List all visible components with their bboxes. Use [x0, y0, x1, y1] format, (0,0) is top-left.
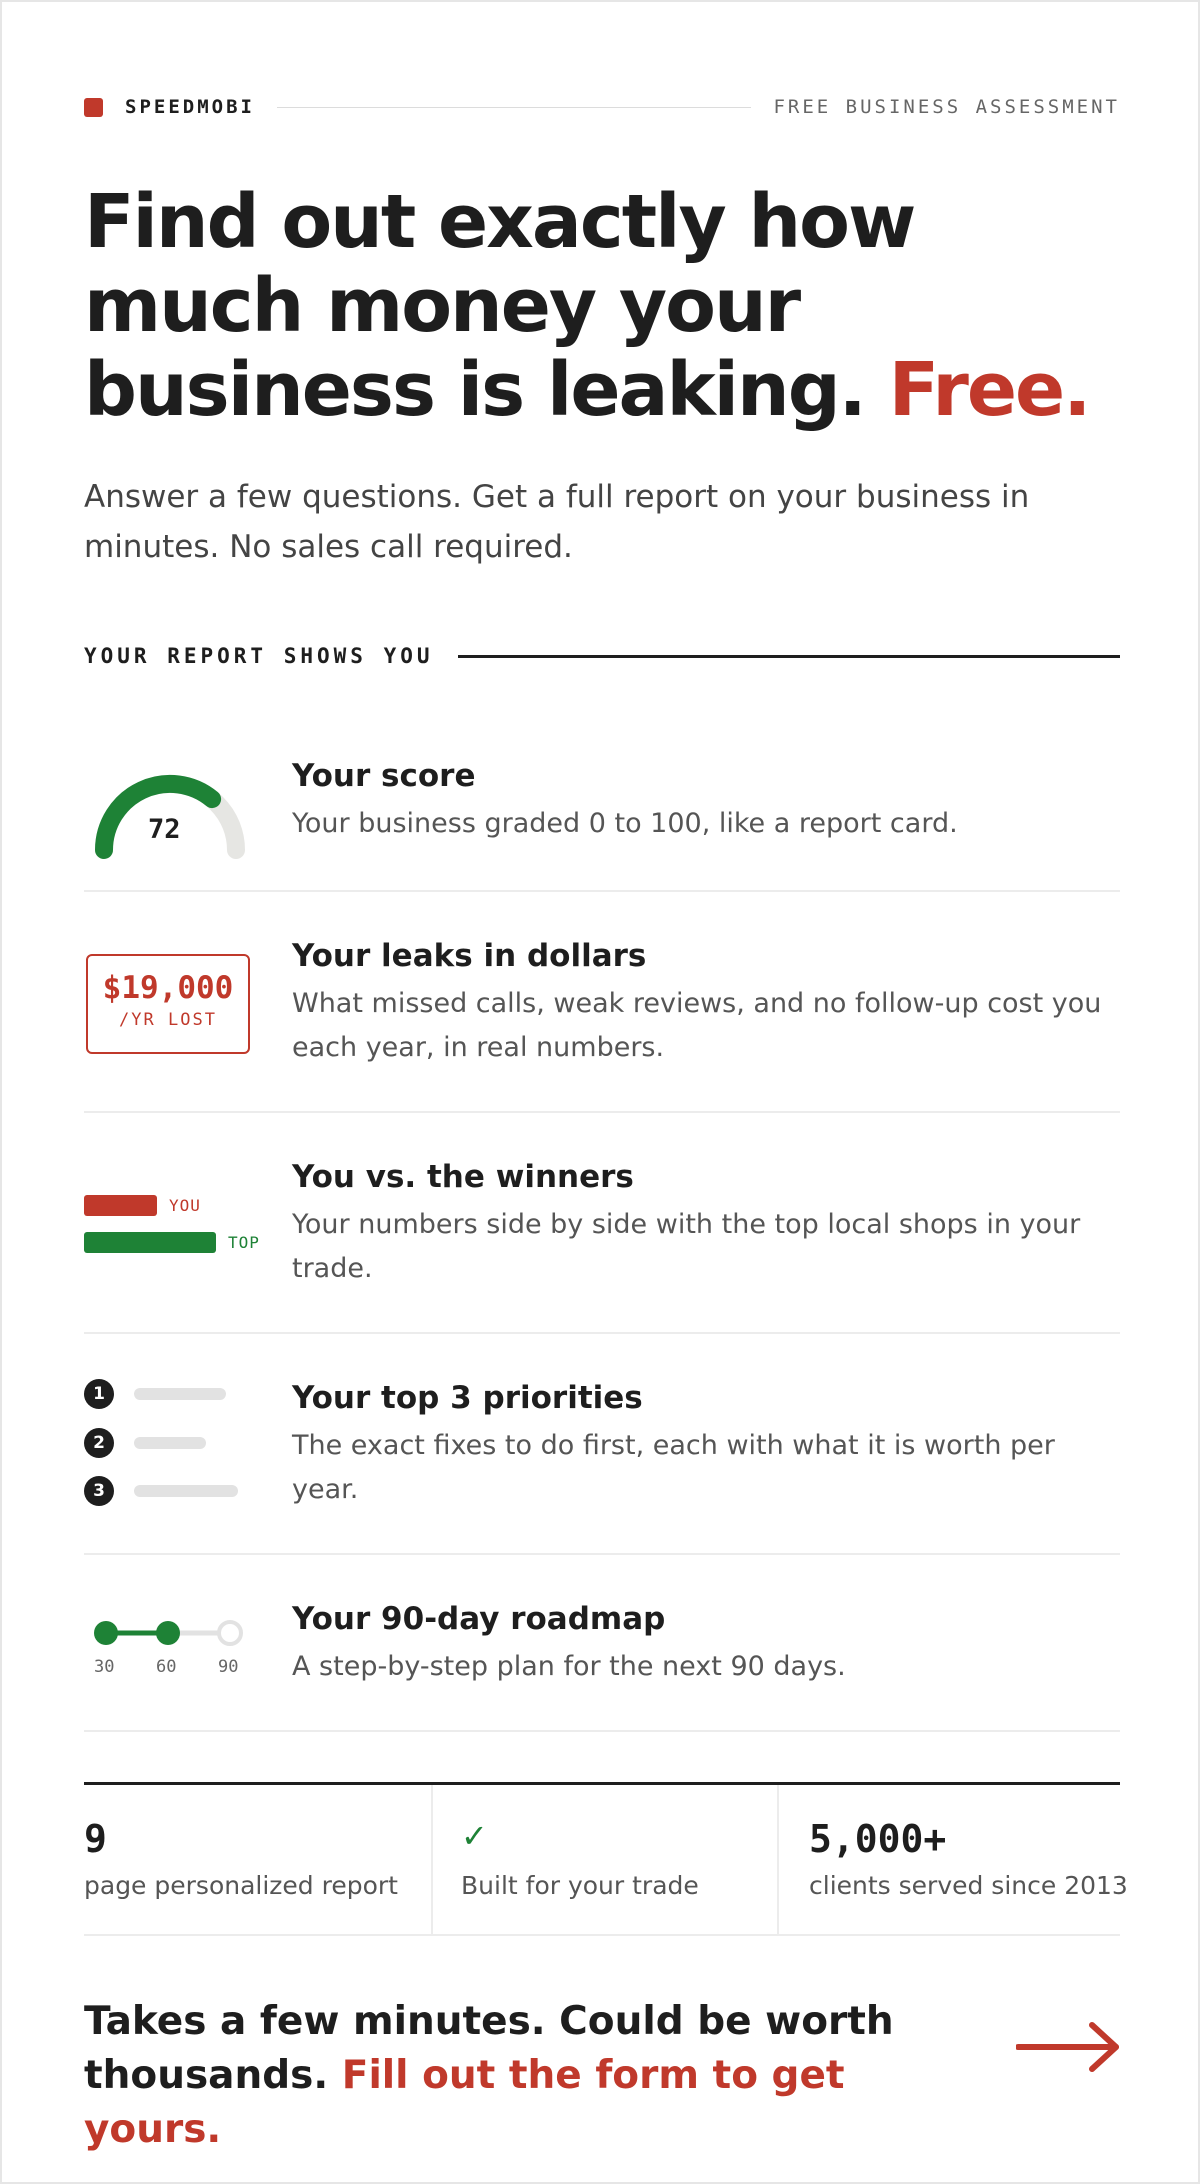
- money-sub: /YR LOST: [119, 1010, 217, 1030]
- feature-text: [292, 1599, 1122, 1689]
- section-rule: [458, 655, 1120, 658]
- money-badge: [84, 954, 264, 1054]
- priority-number: 1: [84, 1379, 114, 1409]
- arrow-right-icon[interactable]: [1016, 2022, 1122, 2072]
- feature-title: Your score: [292, 758, 476, 794]
- money-value: $19,000: [102, 970, 234, 1006]
- priority-placeholder-line: [134, 1437, 206, 1449]
- feature-text: [292, 1157, 1122, 1291]
- feature-title: Your 90-day roadmap: [292, 1601, 666, 1637]
- assessment-tag: FREE BUSINESS ASSESSMENT: [773, 96, 1120, 118]
- stats-strip: [84, 1782, 1128, 1936]
- feature-text: [292, 756, 1122, 846]
- header-divider: [277, 107, 752, 108]
- money-box: [86, 954, 250, 1054]
- cta-main: Takes a few minutes. Could be worth thousands.: [84, 1999, 894, 2098]
- stat-trade: [431, 1785, 777, 1936]
- feature-text: [292, 936, 1122, 1070]
- feature-roadmap: [84, 1555, 1120, 1732]
- priority-row: [84, 1428, 206, 1458]
- cta-text: [84, 1995, 984, 2157]
- brand-name: SPEEDMOBI: [125, 96, 255, 118]
- feature-title: Your top 3 priorities: [292, 1380, 643, 1416]
- feature-title: You vs. the winners: [292, 1159, 634, 1195]
- priority-list: [84, 1379, 264, 1509]
- stat-label: clients served since 2013: [809, 1871, 1128, 1900]
- stat-clients: [777, 1785, 1128, 1936]
- gauge-value: 72: [148, 814, 181, 845]
- milestone-dot: [219, 1622, 241, 1644]
- feature-text: [292, 1378, 1122, 1512]
- feature-title: Your leaks in dollars: [292, 938, 647, 974]
- feature-priorities: [84, 1334, 1120, 1555]
- bar-you-label: YOU: [169, 1196, 201, 1215]
- priority-number: 2: [84, 1428, 114, 1458]
- bar-you: [84, 1195, 157, 1216]
- priority-placeholder-line: [134, 1388, 226, 1400]
- top-bar: [84, 95, 1120, 119]
- hero-title: [84, 180, 1120, 432]
- feature-desc: A step-by-step plan for the next 90 days.: [292, 1651, 846, 1682]
- feature-score: [84, 732, 1120, 892]
- checkmark-icon: ✓: [461, 1817, 488, 1855]
- feature-desc: The exact fixes to do first, each with what it is worth per year.: [292, 1430, 1055, 1505]
- hero-title-accent: Free.: [888, 347, 1090, 433]
- section-label: YOUR REPORT SHOWS YOU: [84, 644, 434, 668]
- feature-leaks: [84, 892, 1120, 1113]
- timeline-icon: [84, 1615, 264, 1655]
- hero-title-text: Find out exactly how much money your business is leaking.: [84, 179, 915, 433]
- feature-desc: Your numbers side by side with the top local shops in your trade.: [292, 1209, 1081, 1284]
- priority-row: [84, 1379, 226, 1409]
- section-header: [84, 644, 1120, 668]
- feature-desc: What missed calls, weak reviews, and no follow-up cost you each year, in real numbers.: [292, 988, 1102, 1063]
- comparison-bars: [84, 1193, 264, 1263]
- stat-value: 9: [84, 1817, 107, 1861]
- milestone-label: 90: [218, 1657, 239, 1677]
- brand-square-icon: [84, 98, 103, 117]
- roadmap-timeline: [84, 1615, 264, 1685]
- score-gauge: [84, 770, 264, 870]
- milestone-dot: [94, 1621, 118, 1645]
- stat-value: 5,000+: [809, 1817, 947, 1861]
- priority-placeholder-line: [134, 1485, 238, 1497]
- cta-accent-link[interactable]: Fill out the form to get yours.: [84, 2053, 845, 2152]
- milestone-label: 60: [156, 1657, 177, 1677]
- bar-top-label: TOP: [228, 1233, 260, 1252]
- priority-row: [84, 1476, 238, 1506]
- stat-label: Built for your trade: [461, 1871, 699, 1900]
- feature-comparison: [84, 1113, 1120, 1334]
- priority-number: 3: [84, 1476, 114, 1506]
- stat-pages: [84, 1785, 431, 1936]
- milestone-dot: [156, 1621, 180, 1645]
- bar-top: [84, 1232, 216, 1253]
- milestone-label: 30: [94, 1657, 115, 1677]
- feature-desc: Your business graded 0 to 100, like a report card.: [292, 808, 958, 839]
- stat-label: page personalized report: [84, 1871, 398, 1900]
- hero-subtitle: Answer a few questions. Get a full report on your business in minutes. No sales call required.: [84, 479, 1030, 565]
